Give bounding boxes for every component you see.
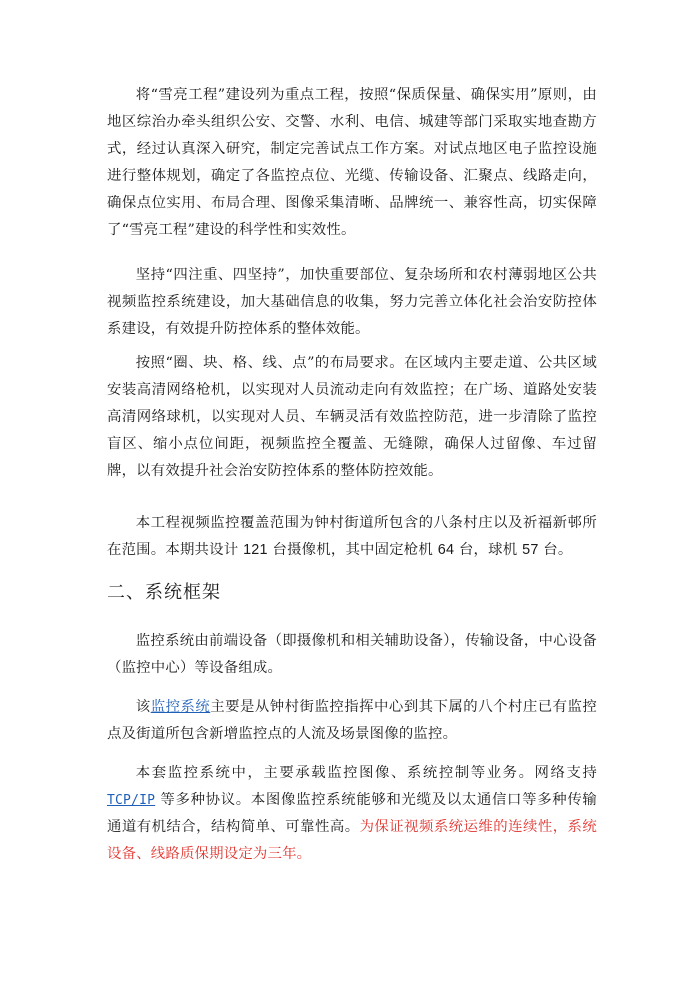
paragraph-network-protocols [107, 760, 597, 868]
monitoring-prefix: 该 [135, 699, 151, 715]
dome-camera-count: 57 [522, 542, 539, 558]
coverage-text-4: 台。 [538, 542, 573, 558]
paragraph-system-components: 监控系统由前端设备（即摄像机和相关辅助设备），传输设备，中心设备（监控中心）等设备组成。 [107, 633, 597, 676]
coverage-text-2: 台摄像机，其中固定枪机 [267, 542, 438, 558]
coverage-text-1: 本工程视频监控覆盖范围为钟村街道所包含的八条村庄以及祈福新邨所在范围。本期共设计 [107, 515, 597, 558]
coverage-text-3: 台，球机 [454, 542, 523, 558]
fixed-camera-count: 64 [437, 542, 455, 558]
cameras-total-count: 121 [243, 542, 268, 558]
paragraph-coverage-scope [107, 510, 597, 564]
section-heading-system-framework: 二、系统框架 [107, 582, 221, 603]
monitoring-rest: 主要是从钟村街监控指挥中心到其下属的八个村庄已有监控点及街道所包含新增监控点的人流及场景图像的监控。 [107, 699, 597, 742]
warranty-highlight-text: 为保证视频系统运维的连续性，系统设备、线路质保期设定为三年。 [107, 819, 597, 862]
paragraph-four-focus: 坚持“四注重、四坚持”，加快重要部位、复杂场所和农村薄弱地区公共视频监控系统建设，加大基础信息的收集，努力完善立体化社会治安防控体系建设，有效提升防控体系的整体效能。 [107, 267, 597, 337]
paragraph-monitoring-scope [107, 694, 597, 748]
network-text-2: 等多种协议。本图像监控系统能够和光缆及以太通信口等多种传输通道有机结合，结构简单、可靠性高。 [107, 792, 597, 835]
monitoring-system-link[interactable]: 监控系统 [150, 699, 211, 715]
paragraph-layout-requirements: 按照“圈、块、格、线、点”的布局要求。在区域内主要走道、公共区域安装高清网络枪机，以实现对人员流动走向有效监控；在广场、道路处安装高清网络球机，以实现对人员、车辆灵活有效监控防范，进一步清除了监控盲区、缩小点位间距，视频监控全覆盖、无缝隙，确保人过留像、车过留牌，以有效提升社会治安防控体系的整体防控效能。 [107, 355, 597, 479]
network-text-1: 本套监控系统中，主要承载监控图像、系统控制等业务。网络支持 [135, 765, 597, 781]
tcp-ip-link[interactable]: TCP/IP [107, 793, 156, 808]
paragraph-xueliang-project: 将“雪亮工程”建设列为重点工程，按照“保质保量、确保实用”原则，由地区综治办牵头组织公安、交警、水利、电信、城建等部门采取实地查勘方式，经过认真深入研究，制定完善试点工作方案。对试点地区电子监控设施进行整体规划，确定了各监控点位、光缆、传输设备、汇聚点、线路走向，确保点位实用、布局合理、图像采集清晰、品牌统一、兼容性高，切实保障了“雪亮工程”建设的科学性和实效性。 [107, 87, 597, 238]
